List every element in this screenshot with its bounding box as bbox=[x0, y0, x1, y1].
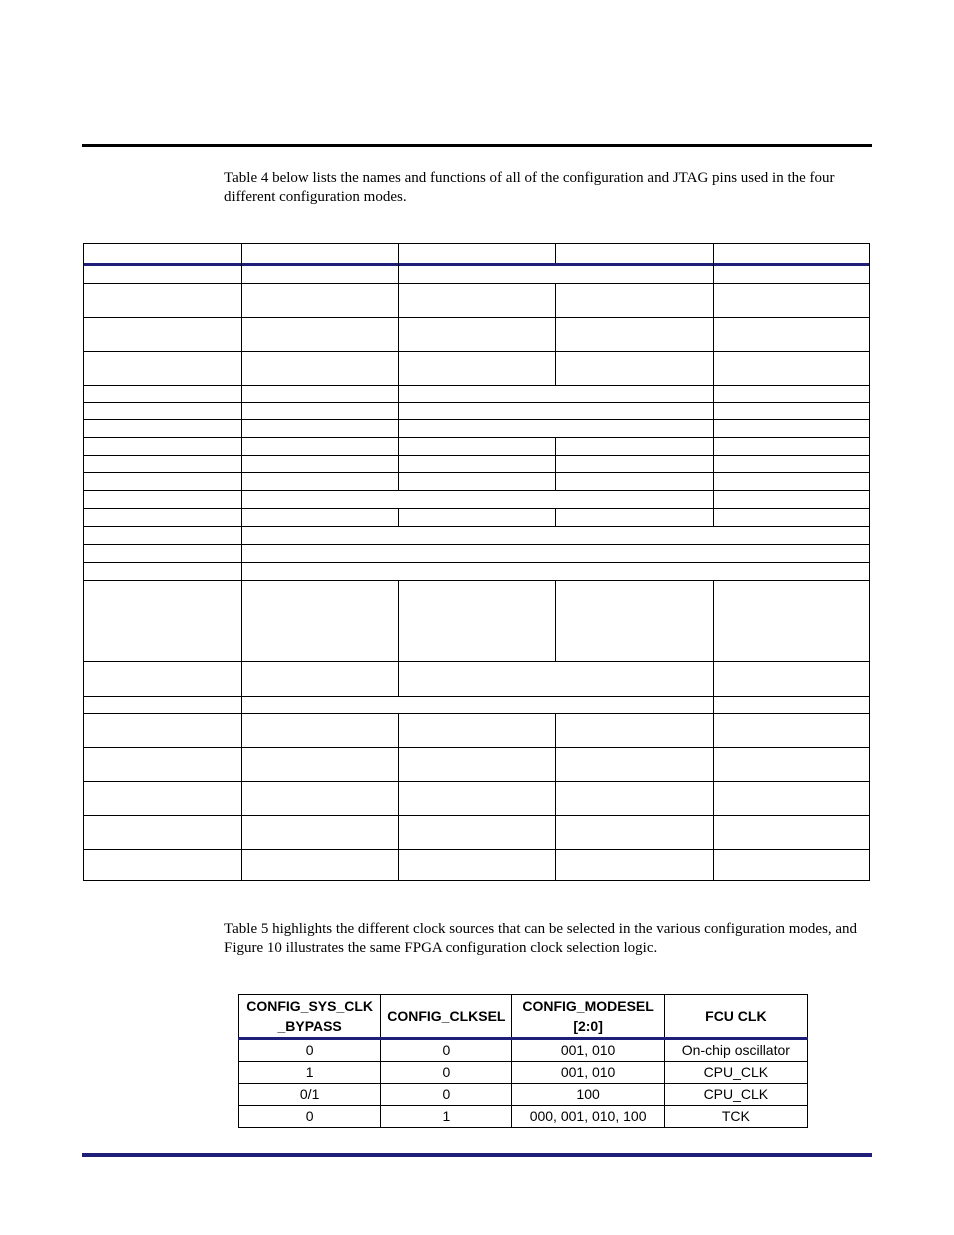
table-4-row-line bbox=[84, 283, 869, 284]
table-4-row-line bbox=[84, 562, 869, 563]
table-4-col-line bbox=[555, 455, 556, 472]
table-4-col-line bbox=[241, 351, 242, 385]
header-rule bbox=[82, 144, 872, 147]
table-4-col-line bbox=[555, 317, 556, 351]
clock-paragraph: Table 5 highlights the different clock sources that can be selected in the various configuration modes, and Figure 10 illustrates the same FPGA configuration clock selection logic. bbox=[224, 921, 858, 956]
table-cell: CPU_CLK bbox=[664, 1084, 807, 1106]
table-4-col-line bbox=[241, 490, 242, 508]
table-4-col-line bbox=[398, 849, 399, 881]
table-4-col-line bbox=[241, 781, 242, 815]
table-cell: 0 bbox=[239, 1106, 381, 1128]
table-4-row-line bbox=[84, 544, 869, 545]
table-4-row-line bbox=[84, 317, 869, 318]
table-4-col-line bbox=[713, 490, 714, 508]
table-4-col-line bbox=[555, 508, 556, 526]
table-4-row-line bbox=[84, 419, 869, 420]
table-4-row-line bbox=[84, 661, 869, 662]
table-4-col-line bbox=[241, 661, 242, 696]
table-cell: 100 bbox=[512, 1084, 664, 1106]
table-4-col-line bbox=[398, 580, 399, 661]
table-4-col-line bbox=[713, 263, 714, 283]
table-4-row-line bbox=[84, 696, 869, 697]
table-4-row-line bbox=[84, 437, 869, 438]
table-4-col-line bbox=[241, 747, 242, 781]
table-cell: 0 bbox=[381, 1084, 512, 1106]
table-4-row-line bbox=[84, 490, 869, 491]
table-4-col-line bbox=[398, 244, 399, 263]
table-4-col-line bbox=[555, 747, 556, 781]
table-4-row-line bbox=[84, 713, 869, 714]
table-cell: 000, 001, 010, 100 bbox=[512, 1106, 664, 1128]
table-4-col-line bbox=[555, 580, 556, 661]
table-4-col-line bbox=[241, 472, 242, 490]
table-4-row-line bbox=[84, 508, 869, 509]
table-4-col-line bbox=[241, 317, 242, 351]
table-4-col-line bbox=[398, 455, 399, 472]
table-4-col-line bbox=[241, 562, 242, 580]
table-4-col-line bbox=[555, 472, 556, 490]
table-cell: CPU_CLK bbox=[664, 1062, 807, 1084]
table-4-col-line bbox=[555, 283, 556, 317]
table-4-row-line bbox=[84, 781, 869, 782]
table-4-col-line bbox=[398, 815, 399, 849]
table-4-row-line bbox=[84, 402, 869, 403]
table-4-col-line bbox=[398, 713, 399, 747]
table-4-col-line bbox=[398, 747, 399, 781]
table-4-row-line bbox=[84, 849, 869, 850]
table-4-col-line bbox=[398, 402, 399, 419]
table-4-row-line bbox=[84, 526, 869, 527]
table-4-col-line bbox=[713, 455, 714, 472]
table-4-col-line bbox=[713, 661, 714, 696]
table-4-header-rule bbox=[84, 263, 869, 266]
table-4-col-line bbox=[241, 815, 242, 849]
table-cell: 0 bbox=[381, 1039, 512, 1062]
table-4-col-line bbox=[713, 580, 714, 661]
table-4-col-line bbox=[555, 437, 556, 455]
table-4-col-line bbox=[555, 781, 556, 815]
table-cell: 1 bbox=[381, 1106, 512, 1128]
col-header-clksel: CONFIG_CLKSEL bbox=[381, 995, 512, 1039]
table-4-col-line bbox=[713, 402, 714, 419]
table-4-col-line bbox=[713, 437, 714, 455]
table-4-col-line bbox=[398, 781, 399, 815]
table-4-col-line bbox=[241, 385, 242, 402]
table-4-col-line bbox=[241, 419, 242, 437]
table-4-col-line bbox=[241, 526, 242, 544]
table-4-row-line bbox=[84, 580, 869, 581]
table-4-col-line bbox=[398, 263, 399, 283]
table-4-row-line bbox=[84, 455, 869, 456]
footer-rule bbox=[82, 1153, 872, 1157]
table-4-col-line bbox=[398, 351, 399, 385]
table-row bbox=[239, 1084, 808, 1106]
table-4-col-line bbox=[398, 472, 399, 490]
col-header-sys-clk-bypass: CONFIG_SYS_CLK _BYPASS bbox=[239, 995, 381, 1039]
table-header-row bbox=[239, 995, 808, 1039]
table-4-row-line bbox=[84, 385, 869, 386]
table-4-col-line bbox=[241, 580, 242, 661]
table-4-col-line bbox=[555, 713, 556, 747]
table-4-col-line bbox=[241, 263, 242, 283]
table-4-pins bbox=[83, 243, 870, 881]
table-4-row-line bbox=[84, 815, 869, 816]
table-cell: On-chip oscillator bbox=[664, 1039, 807, 1062]
table-4-col-line bbox=[398, 317, 399, 351]
table-4-col-line bbox=[713, 385, 714, 402]
table-4-col-line bbox=[241, 437, 242, 455]
table-4-col-line bbox=[713, 849, 714, 881]
table-4-col-line bbox=[241, 402, 242, 419]
table-row bbox=[239, 1062, 808, 1084]
table-4-row-line bbox=[84, 351, 869, 352]
table-4-col-line bbox=[713, 815, 714, 849]
table-4-col-line bbox=[713, 781, 714, 815]
col-header-fcu-clk: FCU CLK bbox=[664, 995, 807, 1039]
table-4-col-line bbox=[713, 472, 714, 490]
table-4-col-line bbox=[713, 713, 714, 747]
table-4-col-line bbox=[241, 544, 242, 562]
table-cell: 1 bbox=[239, 1062, 381, 1084]
table-4-col-line bbox=[713, 244, 714, 263]
table-4-col-line bbox=[398, 283, 399, 317]
table-4-col-line bbox=[713, 351, 714, 385]
table-4-col-line bbox=[555, 244, 556, 263]
table-4-col-line bbox=[713, 419, 714, 437]
table-4-col-line bbox=[398, 508, 399, 526]
table-4-col-line bbox=[713, 508, 714, 526]
table-4-col-line bbox=[398, 661, 399, 696]
table-4-col-line bbox=[398, 385, 399, 402]
table-cell: 001, 010 bbox=[512, 1039, 664, 1062]
table-cell: TCK bbox=[664, 1106, 807, 1128]
table-4-col-line bbox=[398, 419, 399, 437]
table-5-clock-sources bbox=[238, 994, 808, 1128]
table-4-col-line bbox=[241, 455, 242, 472]
table-4-col-line bbox=[241, 508, 242, 526]
table-4-col-line bbox=[241, 849, 242, 881]
table-cell: 001, 010 bbox=[512, 1062, 664, 1084]
table-4-col-line bbox=[241, 713, 242, 747]
table-4-col-line bbox=[398, 437, 399, 455]
table-4-col-line bbox=[241, 244, 242, 263]
col-header-modesel: CONFIG_MODESEL [2:0] bbox=[512, 995, 664, 1039]
table-4-col-line bbox=[555, 351, 556, 385]
table-row bbox=[239, 1106, 808, 1128]
table-4-col-line bbox=[241, 283, 242, 317]
table-cell: 0 bbox=[381, 1062, 512, 1084]
table-4-col-line bbox=[555, 815, 556, 849]
table-cell: 0 bbox=[239, 1039, 381, 1062]
table-4-col-line bbox=[713, 283, 714, 317]
table-4-col-line bbox=[555, 849, 556, 881]
intro-paragraph: Table 4 below lists the names and functions of all of the configuration and JTAG pins used in the four different configuration modes. bbox=[224, 170, 835, 205]
table-4-row-line bbox=[84, 472, 869, 473]
table-4-col-line bbox=[713, 747, 714, 781]
table-cell: 0/1 bbox=[239, 1084, 381, 1106]
table-4-col-line bbox=[241, 696, 242, 713]
table-4-col-line bbox=[713, 696, 714, 713]
table-4-row-line bbox=[84, 747, 869, 748]
table-row bbox=[239, 1039, 808, 1062]
table-4-col-line bbox=[713, 317, 714, 351]
